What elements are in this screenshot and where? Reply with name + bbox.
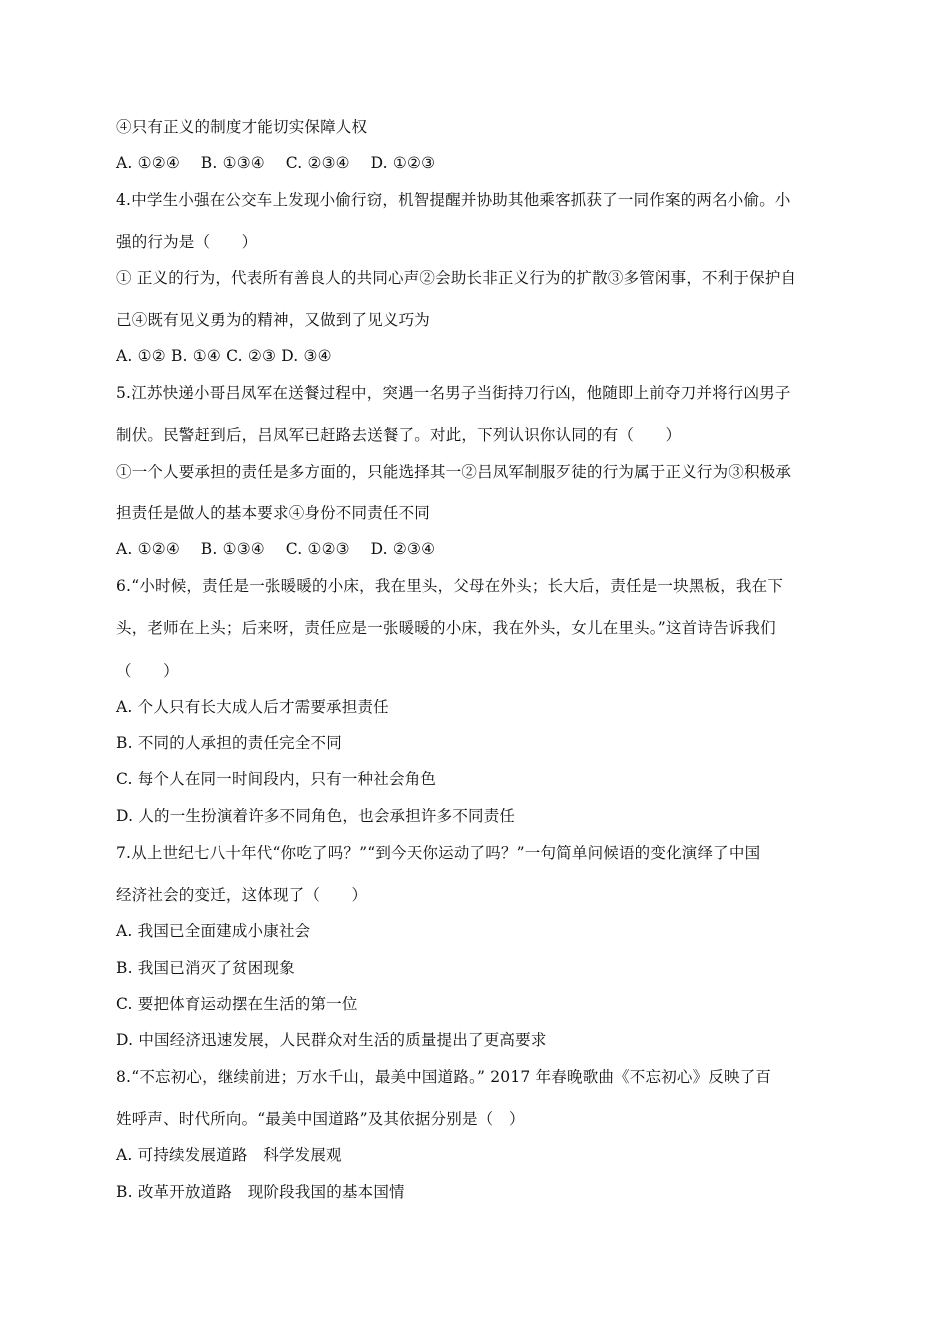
question-7-line: 7.从上世纪七八十年代“你吃了吗？”“到今天你运动了吗？”一句简单问候语的变化演绎了中国: [116, 844, 761, 862]
text-line: 己④既有见义勇为的精神，又做到了见义巧为: [116, 311, 431, 329]
question-6-line: 6.“小时候，责任是一张暖暖的小床，我在里头，父母在外头；长大后，责任是一块黑板，我在下: [116, 577, 784, 595]
text-line: ①一个人要承担的责任是多方面的，只能选择其一②吕凤军制服歹徒的行为属于正义行为③积极承: [116, 463, 792, 481]
option-c: C. 要把体育运动摆在生活的第一位: [116, 995, 358, 1013]
question-5-line: 5.江苏快递小哥吕凤军在送餐过程中，突遇一名男子当街持刀行凶，他随即上前夺刀并将行凶男子: [116, 384, 791, 402]
question-8-line: 8.“不忘初心，继续前进；万水千山，最美中国道路。” 2017 年春晚歌曲《不忘初心》反映了百: [116, 1068, 772, 1086]
option-d: D. 中国经济迅速发展，人民群众对生活的质量提出了更高要求: [116, 1031, 547, 1049]
text-line: A. ①②④ B. ①③④ C. ①②③ D. ②③④: [116, 540, 436, 558]
text-line: 经济社会的变迁，这体现了（ ）: [116, 886, 368, 904]
option-a: A. 可持续发展道路 科学发展观: [116, 1146, 342, 1164]
option-c: C. 每个人在同一时间段内，只有一种社会角色: [116, 770, 437, 788]
text-line: ① 正义的行为，代表所有善良人的共同心声②会助长非正义行为的扩散③多管闲事，不利于保护自: [116, 269, 797, 287]
option-a: A. 个人只有长大成人后才需要承担责任: [116, 698, 389, 716]
text-line: 头，老师在上头；后来呀，责任应是一张暖暖的小床，我在外头，女儿在里头。”这首诗告诉我们: [116, 619, 776, 637]
question-4-line: 4.中学生小强在公交车上发现小偷行窃，机智提醒并协助其他乘客抓获了一同作案的两名小偷。小: [116, 191, 791, 209]
text-line: ④只有正义的制度才能切实保障人权: [116, 118, 368, 136]
text-line: A. ①② B. ①④ C. ②③ D. ③④: [116, 347, 332, 365]
option-a: A. 我国已全面建成小康社会: [116, 922, 311, 940]
option-b: B. 我国已消灭了贫困现象: [116, 959, 295, 977]
text-line: 制伏。民警赶到后，吕凤军已赶路去送餐了。对此，下列认识你认同的有（ ）: [116, 426, 682, 444]
text-line: 姓呼声、时代所向。“最美中国道路”及其依据分别是（ ）: [116, 1110, 525, 1128]
option-b: B. 改革开放道路 现阶段我国的基本国情: [116, 1183, 405, 1201]
option-b: B. 不同的人承担的责任完全不同: [116, 734, 342, 752]
text-line: （ ）: [116, 662, 179, 680]
option-d: D. 人的一生扮演着许多不同角色，也会承担许多不同责任: [116, 807, 516, 825]
text-line: 强的行为是（ ）: [116, 233, 258, 251]
text-line: A. ①②④ B. ①③④ C. ②③④ D. ①②③: [116, 154, 436, 172]
text-line: 担责任是做人的基本要求④身份不同责任不同: [116, 504, 431, 522]
